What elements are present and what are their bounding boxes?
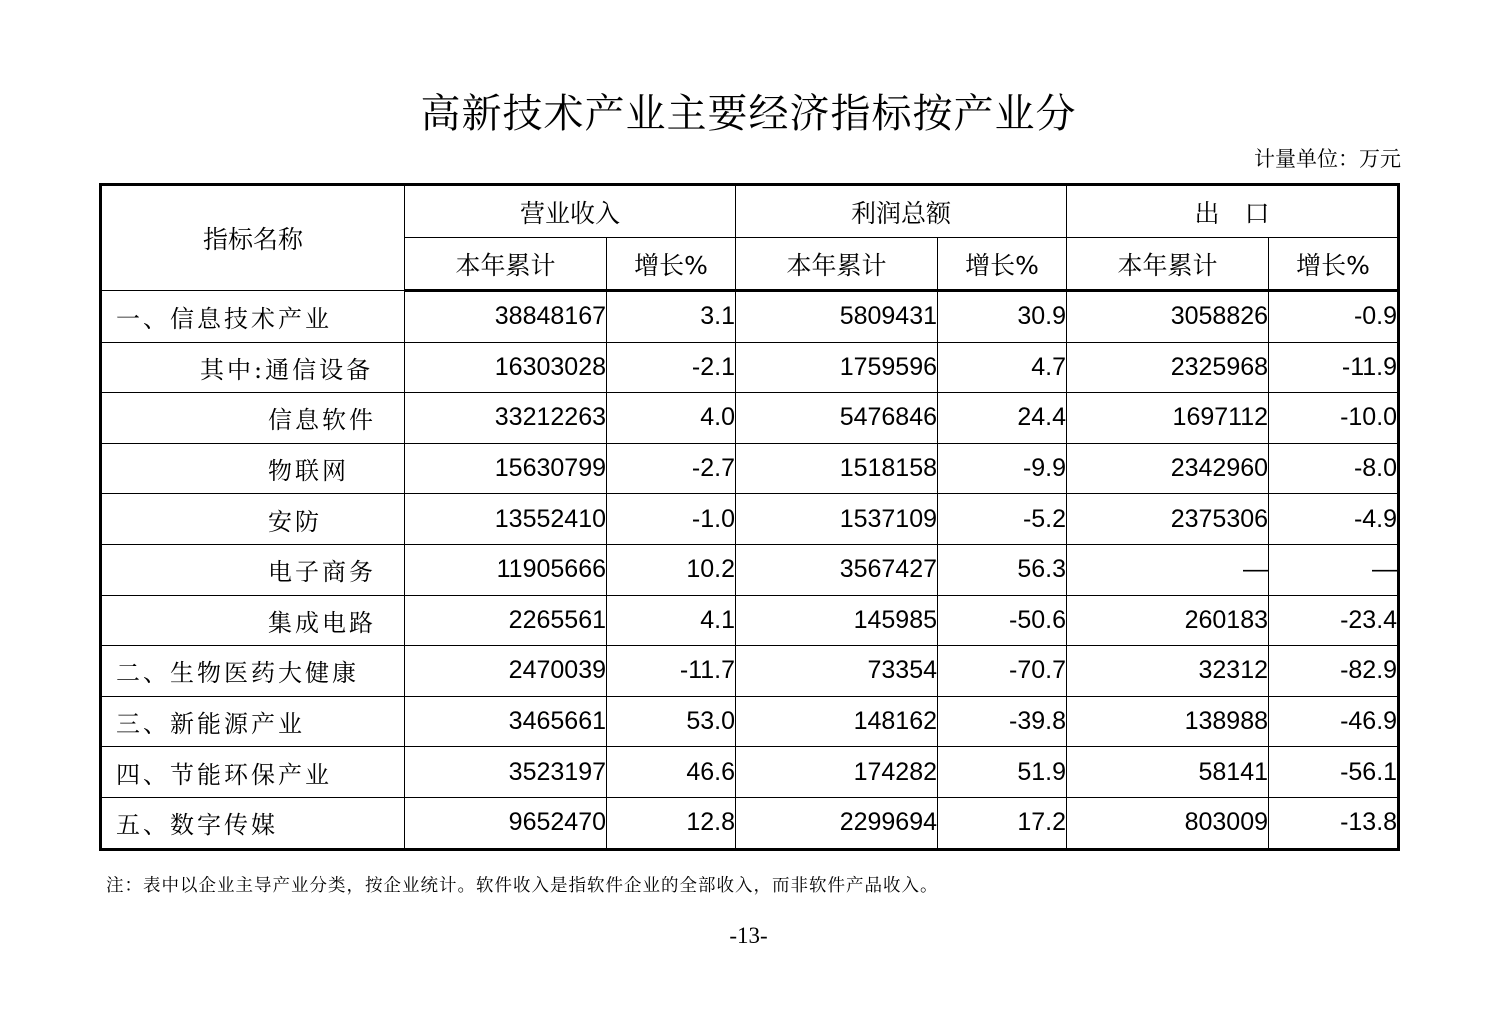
row-indicator-name: 集成电路 xyxy=(101,595,405,646)
cell-profit-cumulative: 1518158 xyxy=(736,443,938,494)
row-indicator-name: 一、信息技术产业 xyxy=(101,291,405,343)
cell-export-growth: -82.9 xyxy=(1269,646,1399,697)
header-profit-growth: 增长% xyxy=(938,238,1067,291)
cell-export-growth: -13.8 xyxy=(1269,797,1399,849)
cell-revenue-cumulative: 11905666 xyxy=(405,544,607,595)
cell-profit-growth: 51.9 xyxy=(938,747,1067,798)
header-indicator-name: 指标名称 xyxy=(101,185,405,291)
indicator-table xyxy=(99,183,1400,851)
cell-revenue-growth: -11.7 xyxy=(607,646,736,697)
cell-profit-cumulative: 3567427 xyxy=(736,544,938,595)
cell-profit-growth: -50.6 xyxy=(938,595,1067,646)
header-revenue: 营业收入 xyxy=(405,185,736,238)
cell-profit-cumulative: 2299694 xyxy=(736,797,938,849)
header-export-growth: 增长% xyxy=(1269,238,1399,291)
cell-profit-growth: 17.2 xyxy=(938,797,1067,849)
cell-revenue-cumulative: 2470039 xyxy=(405,646,607,697)
cell-export-cumulative: 1697112 xyxy=(1067,393,1269,444)
table-row xyxy=(101,646,1399,697)
row-indicator-name: 电子商务 xyxy=(101,544,405,595)
cell-revenue-growth: -2.1 xyxy=(607,342,736,393)
cell-profit-growth: 24.4 xyxy=(938,393,1067,444)
cell-profit-cumulative: 1759596 xyxy=(736,342,938,393)
cell-profit-cumulative: 174282 xyxy=(736,747,938,798)
table-row xyxy=(101,797,1399,849)
page-number: -13- xyxy=(729,923,768,948)
cell-export-cumulative: 2342960 xyxy=(1067,443,1269,494)
cell-profit-cumulative: 73354 xyxy=(736,646,938,697)
cell-export-growth: -8.0 xyxy=(1269,443,1399,494)
cell-export-growth: -23.4 xyxy=(1269,595,1399,646)
row-indicator-name: 五、数字传媒 xyxy=(101,797,405,849)
header-profit: 利润总额 xyxy=(736,185,1067,238)
cell-revenue-cumulative: 13552410 xyxy=(405,494,607,545)
cell-profit-growth: 4.7 xyxy=(938,342,1067,393)
row-indicator-name: 信息软件 xyxy=(101,393,405,444)
cell-revenue-cumulative: 9652470 xyxy=(405,797,607,849)
cell-profit-growth: -5.2 xyxy=(938,494,1067,545)
cell-export-growth: -46.9 xyxy=(1269,696,1399,747)
row-indicator-name: 物联网 xyxy=(101,443,405,494)
cell-revenue-growth: 53.0 xyxy=(607,696,736,747)
cell-export-growth: — xyxy=(1269,544,1399,595)
cell-export-growth: -0.9 xyxy=(1269,291,1399,343)
cell-revenue-growth: 3.1 xyxy=(607,291,736,343)
cell-profit-growth: -9.9 xyxy=(938,443,1067,494)
cell-revenue-cumulative: 38848167 xyxy=(405,291,607,343)
table-row xyxy=(101,595,1399,646)
header-revenue-cumulative: 本年累计 xyxy=(405,238,607,291)
cell-export-cumulative: 32312 xyxy=(1067,646,1269,697)
cell-revenue-growth: 10.2 xyxy=(607,544,736,595)
cell-revenue-cumulative: 3465661 xyxy=(405,696,607,747)
table-body xyxy=(101,291,1399,850)
cell-revenue-cumulative: 2265561 xyxy=(405,595,607,646)
cell-revenue-cumulative: 15630799 xyxy=(405,443,607,494)
row-indicator-name: 其中:通信设备 xyxy=(101,342,405,393)
cell-export-growth: -4.9 xyxy=(1269,494,1399,545)
cell-export-cumulative: 803009 xyxy=(1067,797,1269,849)
header-row-groups xyxy=(101,185,1399,238)
cell-profit-cumulative: 1537109 xyxy=(736,494,938,545)
unit-label: 计量单位：万元 xyxy=(1254,147,1401,171)
table-row xyxy=(101,696,1399,747)
cell-profit-growth: -39.8 xyxy=(938,696,1067,747)
cell-export-growth: -56.1 xyxy=(1269,747,1399,798)
row-indicator-name: 安防 xyxy=(101,494,405,545)
row-indicator-name: 四、节能环保产业 xyxy=(101,747,405,798)
cell-export-cumulative: 260183 xyxy=(1067,595,1269,646)
cell-revenue-growth: 4.0 xyxy=(607,393,736,444)
cell-export-growth: -11.9 xyxy=(1269,342,1399,393)
cell-profit-cumulative: 148162 xyxy=(736,696,938,747)
cell-export-cumulative: 2325968 xyxy=(1067,342,1269,393)
cell-export-growth: -10.0 xyxy=(1269,393,1399,444)
cell-export-cumulative: 2375306 xyxy=(1067,494,1269,545)
cell-revenue-growth: 12.8 xyxy=(607,797,736,849)
table-row xyxy=(101,291,1399,343)
header-profit-cumulative: 本年累计 xyxy=(736,238,938,291)
cell-revenue-growth: -2.7 xyxy=(607,443,736,494)
table-row xyxy=(101,443,1399,494)
cell-profit-cumulative: 5809431 xyxy=(736,291,938,343)
cell-export-cumulative: — xyxy=(1067,544,1269,595)
page-title: 高新技术产业主要经济指标按产业分 xyxy=(420,91,1077,137)
table-row xyxy=(101,747,1399,798)
cell-revenue-growth: 46.6 xyxy=(607,747,736,798)
cell-profit-cumulative: 145985 xyxy=(736,595,938,646)
cell-revenue-growth: 4.1 xyxy=(607,595,736,646)
header-export-cumulative: 本年累计 xyxy=(1067,238,1269,291)
cell-profit-growth: 56.3 xyxy=(938,544,1067,595)
footnote: 注：表中以企业主导产业分类，按企业统计。软件收入是指软件企业的全部收入，而非软件产品收入。 xyxy=(106,876,939,896)
cell-profit-growth: -70.7 xyxy=(938,646,1067,697)
cell-export-cumulative: 58141 xyxy=(1067,747,1269,798)
row-indicator-name: 三、新能源产业 xyxy=(101,696,405,747)
header-export: 出 口 xyxy=(1067,185,1399,238)
header-revenue-growth: 增长% xyxy=(607,238,736,291)
cell-revenue-growth: -1.0 xyxy=(607,494,736,545)
cell-profit-cumulative: 5476846 xyxy=(736,393,938,444)
table-row xyxy=(101,544,1399,595)
cell-revenue-cumulative: 3523197 xyxy=(405,747,607,798)
row-indicator-name: 二、生物医药大健康 xyxy=(101,646,405,697)
table-row xyxy=(101,494,1399,545)
cell-profit-growth: 30.9 xyxy=(938,291,1067,343)
cell-revenue-cumulative: 16303028 xyxy=(405,342,607,393)
cell-export-cumulative: 3058826 xyxy=(1067,291,1269,343)
table-row xyxy=(101,342,1399,393)
cell-revenue-cumulative: 33212263 xyxy=(405,393,607,444)
table-row xyxy=(101,393,1399,444)
cell-export-cumulative: 138988 xyxy=(1067,696,1269,747)
